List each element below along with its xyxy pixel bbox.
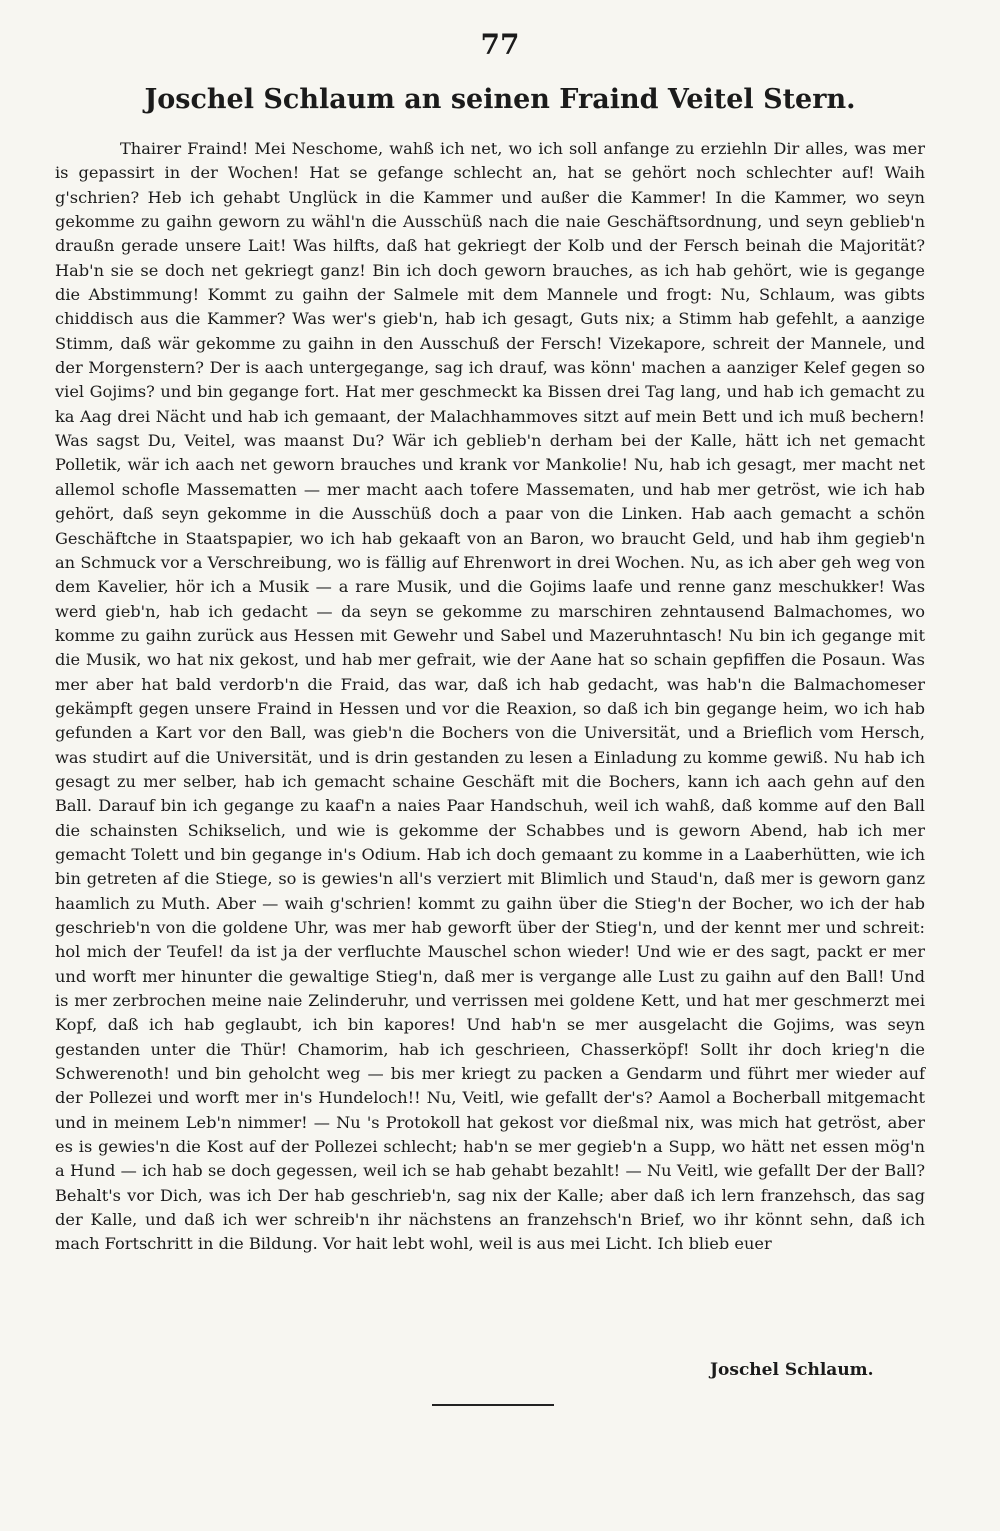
article-body bbox=[55, 137, 925, 1257]
closing-rule bbox=[432, 1404, 554, 1406]
article-title: Joschel Schlaum an seinen Fraind Veitel Stern. bbox=[144, 84, 856, 115]
body-paragraph: Thairer Fraind! Mei Neschome, wahß ich net, wo ich soll anfange zu erziehln Dir alles, was mer is gepassirt in der Wochen! Hat se gefange schlecht an, hat se gehört noch schlechter auf! Waih g'schrien? Heb ich gehabt Unglück in die Kammer und außer die Kammer! In die Kammer, wo seyn gekomme zu gaihn geworn zu wähl'n die Ausschüß nach die naie Geschäftsordnung, und seyn geblieb'n draußn gerade unsere Lait! Was hilfts, daß hat gekriegt der Kolb und der Fersch beinah die Majorität? Hab'n sie se doch net gekriegt ganz! Bin ich doch geworn brauches, as ich hab gehört, wie is gegange die Abstimmung! Kommt zu gaihn der Salmele mit dem Mannele und frogt: Nu, Schlaum, was gibts chiddisch aus die Kammer? Was wer's gieb'n, hab ich gesagt, Guts nix; a Stimm hab gefehlt, a aanzige Stimm, daß wär gekomme zu gaihn in den Ausschuß der Fersch! Vizekapore, schreit der Mannele, und der Morgenstern? Der is aach untergegange, sag ich drauf, was könn' machen a aanziger Kelef gegen so viel Gojims? und bin gegange fort. Hat mer geschmeckt ka Bissen drei Tag lang, und hab ich gemacht zu ka Aag drei Nächt und hab ich gemaant, der Malachhammoves sitzt auf mein Bett und ich muß bechern! Was sagst Du, Veitel, was maanst Du? Wär ich geblieb'n derham bei der Kalle, hätt ich net gemacht Polletik, wär ich aach net geworn brauches und krank vor Mankolie! Nu, hab ich gesagt, mer macht net allemol schofle Massematten — mer macht aach tofere Massematen, und hab mer getröst, wie ich hab gehört, daß seyn gekomme in die Ausschüß doch a paar von die Linken. Hab aach gemacht a schön Geschäftche in Staatspapier, wo ich hab gekaaft von an Baron, wo braucht Geld, und hab ihm gegieb'n an Schmuck vor a Verschreibung, wo is fällig auf Ehrenwort in drei Wochen. Nu, as ich aber geh weg von dem Kavelier, hör ich a Musik — a rare Musik, und die Gojims laafe und renne ganz meschukker! Was werd gieb'n, hab ich gedacht — da seyn se gekomme zu marschiren zehntausend Balmachomes, wo komme zu gaihn zurück aus Hessen mit Gewehr und Sabel und Mazeruhntasch! Nu bin ich gegange mit die Musik, wo hat nix gekost, und hab mer gefrait, wie der Aane hat so schain gepfiffen die Posaun. Was mer aber hat bald verdorb'n die Fraid, das war, daß ich hab gedacht, was hab'n die Balmachomeser gekämpft gegen unsere Fraind in Hessen und vor die Reaxion, so daß ich bin gegange heim, wo ich hab gefunden a Kart vor den Ball, was gieb'n die Bochers von die Universität, und a Brieflich vom Hersch, was studirt auf die Universität, und is drin gestanden zu lesen a Einladung zu komme gewiß. Nu hab ich gesagt zu mer selber, hab ich gemacht schaine Geschäft mit die Bochers, kann ich aach gehn auf den Ball. Darauf bin ich gegange zu kaaf'n a naies Paar Handschuh, weil ich wahß, daß komme auf den Ball die schainsten Schikselich, und wie is gekomme der Schabbes und is geworn Abend, hab ich mer gemacht Tolett und bin gegange in's Odium. Hab ich doch gemaant zu komme in a Laaberhütten, wie ich bin getreten af die Stiege, so is gewies'n all's verziert mit Blimlich und Staud'n, daß mer is geworn ganz haamlich zu Muth. Aber — waih g'schrien! kommt zu gaihn über die Stieg'n der Bocher, wo ich der hab geschrieb'n von die goldene Uhr, was mer hab geworft über der Stieg'n, und der kennt mer und schreit: hol mich der Teufel! da ist ja der verfluchte Mauschel schon wieder! Und wie er des sagt, packt er mer und worft mer hinunter die gewaltige Stieg'n, daß mer is vergange alle Lust zu gaihn auf den Ball! Und is mer zerbrochen meine naie Zelinderuhr, und verrissen mei goldene Kett, und hat mer geschmerzt mei Kopf, daß ich hab geglaubt, ich bin kapores! Und hab'n se mer ausgelacht die Gojims, was seyn gestanden unter die Thür! Chamorim, hab ich geschrieen, Chasserköpf! Sollt ihr doch krieg'n die Schwerenoth! und bin geholcht weg — bis mer kriegt zu packen a Gendarm und führt mer wieder auf der Pollezei und worft mer in's Hundeloch!! Nu, Veitl, wie gefallt der's? Aamol a Bocherball mitgemacht und in meinem Leb'n nimmer! — Nu 's Protokoll hat gekost vor dießmal nix, was mich hat getröst, aber es is gewies'n die Kost auf der Pollezei schlecht; hab'n se mer gegieb'n a Supp, wo hätt net essen mög'n a Hund — ich hab se doch gegessen, weil ich se hab gehabt bezahlt! — Nu Veitl, wie gefallt Der der Ball? Behalt's vor Dich, was ich Der hab geschrieb'n, sag nix der Kalle; aber daß ich lern franzehsch, das sag der Kalle, und daß ich wer schreib'n ihr nächstens an franzehsch'n Brief, wo ihr könnt sehn, daß ich mach Fortschritt in die Bildung. Vor hait lebt wohl, weil is aus mei Licht. Ich blieb euer bbox=[55, 139, 925, 1254]
page-number: 77 bbox=[480, 28, 520, 61]
signature: Joschel Schlaum. bbox=[710, 1360, 874, 1380]
